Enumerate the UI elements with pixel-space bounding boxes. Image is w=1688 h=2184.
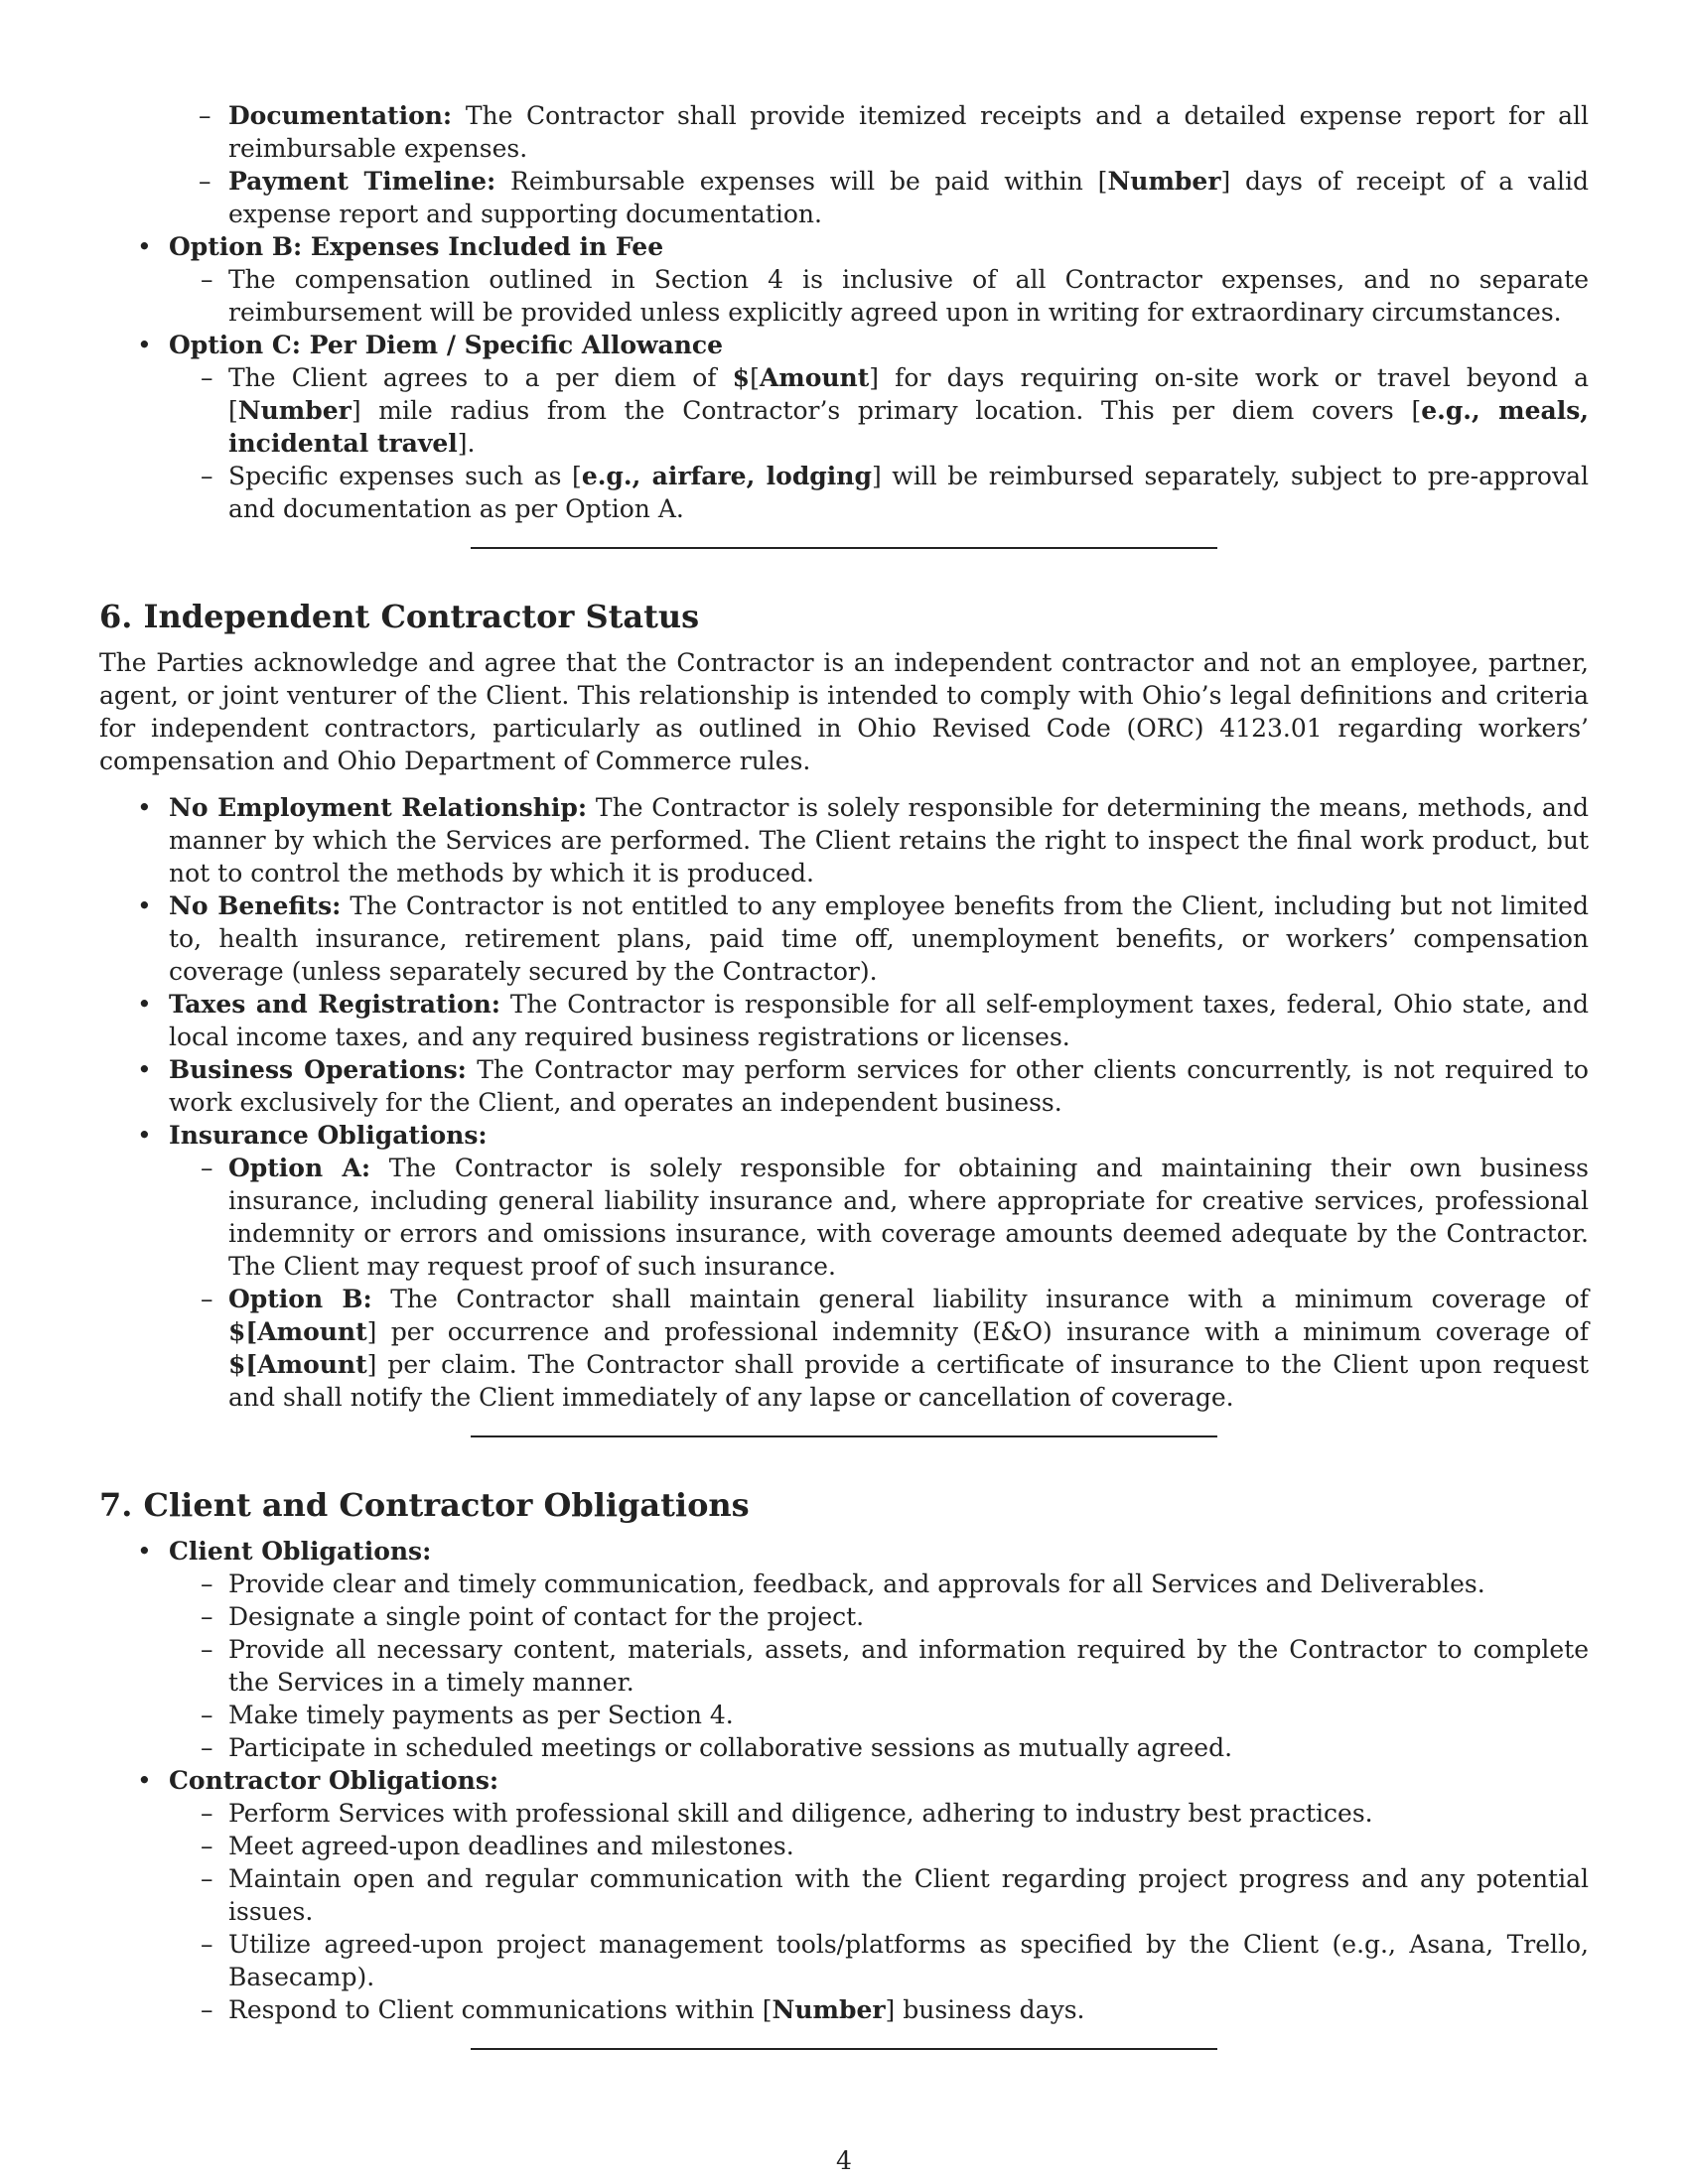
- section-6-heading: 6. Independent Contractor Status: [99, 598, 700, 635]
- contractor-status-list: [99, 791, 1589, 1414]
- option-a-items: [99, 99, 1589, 230]
- list-item: – Documentation: The Contractor shall provide itemized receipts and a detailed expense report for all reimbursable expenses.: [99, 99, 1589, 165]
- client-obligations: • Client Obligations: – Provide clear and timely communication, feedback, and approvals for all Services and Deliverables. – Designate a single point of contact for the project. – Provide all necessary content, materials, assets, and information required by the Contractor to complete the Services in a timely manner. – Make timely payments as per Section 4. – Participate in scheduled meetings or collaborative sessions as mutually agreed.: [99, 1535, 1589, 1764]
- list-item: – Option B: The Contractor shall maintain general liability insurance with a minimum coverage of $[Amount] per occurrence and professional indemnity (E&O) insurance with a minimum coverage of $[Amount] per claim. The Contractor shall provide a certificate of insurance to the Client upon request and shall notify the Client immediately of any lapse or cancellation of coverage.: [169, 1283, 1589, 1414]
- list-item: – Meet agreed-upon deadlines and milestones.: [169, 1830, 1589, 1862]
- contractor-obligations: • Contractor Obligations: – Perform Services with professional skill and diligence, adhering to industry best practices. – Meet agreed-upon deadlines and milestones. – Maintain open and regular communication with the Client regarding project progress and any potential issues. – Utilize agreed-upon project management tools/platforms as specified by the Client (e.g., Asana, Trello, Basecamp). – Respond to Client communications within [Number] business days.: [99, 1764, 1589, 2026]
- option-c: • Option C: Per Diem / Specific Allowance – The Client agrees to a per diem of $[Amount] for days requiring on-site work or travel beyond a [Number] mile radius from the Contractor’s primary location. This per diem covers [e.g., meals, incidental travel]. – Specific expenses such as [e.g., airfare, lodging] will be reimbursed separately, subject to pre-approval and documentation as per Option A.: [99, 329, 1589, 525]
- section-7-heading: 7. Client and Contractor Obligations: [99, 1486, 750, 1524]
- list-item: • No Benefits: The Contractor is not entitled to any employee benefits from the Client, including but not limited to, health insurance, retirement plans, paid time off, unemployment benefits, or workers’ compensation coverage (unless separately secured by the Contractor).: [99, 889, 1589, 988]
- document-page: [99, 99, 1589, 2050]
- list-item: – Make timely payments as per Section 4.: [169, 1699, 1589, 1731]
- list-item: – Designate a single point of contact for the project.: [169, 1600, 1589, 1633]
- list-item: – Provide all necessary content, materials, assets, and information required by the Contractor to complete the Services in a timely manner.: [169, 1633, 1589, 1699]
- list-item: – The compensation outlined in Section 4 is inclusive of all Contractor expenses, and no separate reimbursement will be provided unless explicitly agreed upon in writing for extraordinary circumstances.: [169, 263, 1589, 329]
- list-item: – Option A: The Contractor is solely responsible for obtaining and maintaining their own business insurance, including general liability insurance and, where appropriate for creative services, professional indemnity or errors and omissions insurance, with coverage amounts deemed adequate by the Contractor. The Client may request proof of such insurance.: [169, 1152, 1589, 1283]
- list-item: • No Employment Relationship: The Contractor is solely responsible for determining the means, methods, and manner by which the Services are performed. The Client retains the right to inspect the final work product, but not to control the methods by which it is produced.: [99, 791, 1589, 889]
- list-item: • Business Operations: The Contractor may perform services for other clients concurrently, is not required to work exclusively for the Client, and operates an independent business.: [99, 1053, 1589, 1119]
- insurance-obligations: • Insurance Obligations: – Option A: The Contractor is solely responsible for obtaining and maintaining their own business insurance, including general liability insurance and, where appropriate for creative services, professional indemnity or errors and omissions insurance, with coverage amounts deemed adequate by the Contractor. The Client may request proof of such insurance. – Option B: The Contractor shall maintain general liability insurance with a minimum coverage of $[Amount] per occurrence and professional indemnity (E&O) insurance with a minimum coverage of $[Amount] per claim. The Contractor shall provide a certificate of insurance to the Client upon request and shall notify the Client immediately of any lapse or cancellation of coverage.: [99, 1119, 1589, 1414]
- list-item: • Taxes and Registration: The Contractor is responsible for all self-employment taxes, federal, Ohio state, and local income taxes, and any required business registrations or licenses.: [99, 988, 1589, 1053]
- list-item: – Perform Services with professional skill and diligence, adhering to industry best practices.: [169, 1797, 1589, 1830]
- list-item: – Specific expenses such as [e.g., airfare, lodging] will be reimbursed separately, subject to pre-approval and documentation as per Option A.: [169, 460, 1589, 525]
- list-item: – Respond to Client communications within [Number] business days.: [169, 1993, 1589, 2026]
- list-item: – Payment Timeline: Reimbursable expenses will be paid within [Number] days of receipt of a valid expense report and supporting documentation.: [99, 165, 1589, 230]
- page-number: 4: [836, 2146, 852, 2175]
- list-item: – Provide clear and timely communication, feedback, and approvals for all Services and Deliverables.: [169, 1568, 1589, 1600]
- section-divider: [471, 2048, 1217, 2050]
- option-b: • Option B: Expenses Included in Fee – The compensation outlined in Section 4 is inclusive of all Contractor expenses, and no separate reimbursement will be provided unless explicitly agreed upon in writing for extraordinary circumstances.: [99, 230, 1589, 329]
- list-item: – Participate in scheduled meetings or collaborative sessions as mutually agreed.: [169, 1731, 1589, 1764]
- section-6-intro: The Parties acknowledge and agree that the Contractor is an independent contractor and not an employee, partner, agent, or joint venturer of the Client. This relationship is intended to comply with Ohio’s legal definitions and criteria for independent contractors, particularly as outlined in Ohio Revised Code (ORC) 4123.01 regarding workers’ compensation and Ohio Department of Commerce rules.: [99, 648, 1589, 775]
- list-item: – Utilize agreed-upon project management tools/platforms as specified by the Client (e.g., Asana, Trello, Basecamp).: [169, 1928, 1589, 1993]
- page-content: [99, 99, 1589, 2050]
- list-item: – The Client agrees to a per diem of $[Amount] for days requiring on-site work or travel beyond a [Number] mile radius from the Contractor’s primary location. This per diem covers [e.g., meals, incidental travel].: [169, 361, 1589, 460]
- expense-options: [99, 230, 1589, 525]
- list-item: – Maintain open and regular communication with the Client regarding project progress and any potential issues.: [169, 1862, 1589, 1928]
- obligations-list: [99, 1535, 1589, 2026]
